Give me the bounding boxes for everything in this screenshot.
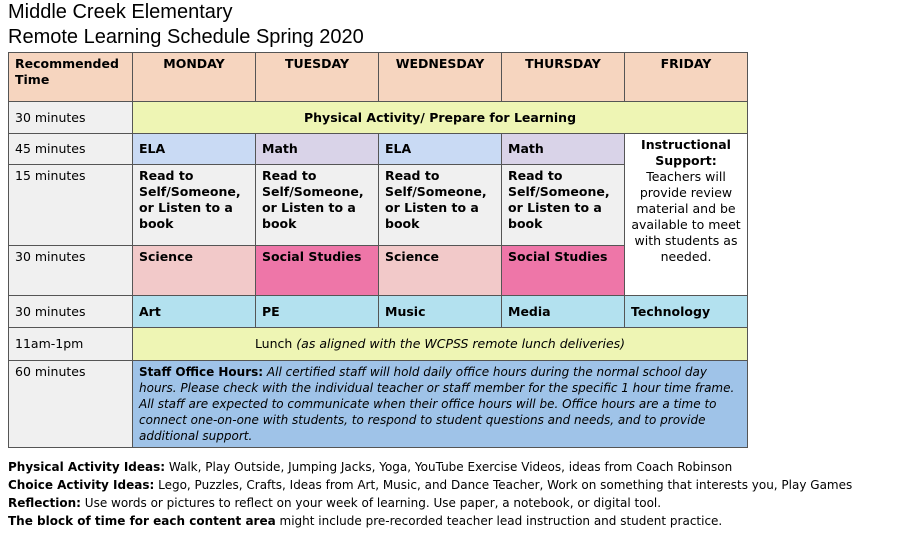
schedule-table bbox=[8, 52, 748, 448]
time-cell: 30 minutes bbox=[9, 296, 133, 328]
time-cell: 15 minutes bbox=[9, 165, 133, 246]
school-name: Middle Creek Elementary bbox=[8, 1, 233, 23]
header-friday: FRIDAY bbox=[625, 53, 748, 102]
lunch-note: (as aligned with the WCPSS remote lunch deliveries) bbox=[296, 336, 626, 351]
monday-ela: ELA bbox=[133, 134, 256, 165]
lunch-label: Lunch bbox=[254, 336, 297, 351]
table-row bbox=[9, 328, 748, 361]
time-cell: 30 minutes bbox=[9, 102, 133, 134]
wednesday-ela: ELA bbox=[379, 134, 502, 165]
office-hours-label: Staff Office Hours: bbox=[139, 365, 264, 379]
table-row bbox=[9, 134, 748, 165]
physical-activity-cell: Physical Activity/ Prepare for Learning bbox=[133, 102, 748, 134]
thursday-reading: Read to Self/Someone, or Listen to a book bbox=[502, 165, 625, 246]
note-text: might include pre-recorded teacher lead instruction and student practice. bbox=[275, 514, 723, 528]
note-content-area bbox=[8, 512, 896, 530]
note-label: Physical Activity Ideas: bbox=[8, 460, 166, 474]
friday-instructional-support bbox=[625, 134, 748, 296]
table-row bbox=[9, 102, 748, 134]
tuesday-social-studies: Social Studies bbox=[256, 246, 379, 296]
wednesday-science: Science bbox=[379, 246, 502, 296]
instructional-support-title: Instructional Support: bbox=[641, 137, 731, 168]
schedule-title: Remote Learning Schedule Spring 2020 bbox=[8, 26, 364, 48]
note-physical-activity bbox=[8, 458, 896, 476]
thursday-social-studies: Social Studies bbox=[502, 246, 625, 296]
header-wednesday: WEDNESDAY bbox=[379, 53, 502, 102]
monday-special: Art bbox=[133, 296, 256, 328]
header-thursday: THURSDAY bbox=[502, 53, 625, 102]
office-hours-cell bbox=[133, 361, 748, 448]
note-text: Lego, Puzzles, Crafts, Ideas from Art, Music, and Dance Teacher, Work on something that interests you, Play Games bbox=[154, 478, 853, 492]
thursday-math: Math bbox=[502, 134, 625, 165]
tuesday-special: PE bbox=[256, 296, 379, 328]
time-cell: 45 minutes bbox=[9, 134, 133, 165]
friday-special: Technology bbox=[625, 296, 748, 328]
note-text: Use words or pictures to reflect on your week of learning. Use paper, a notebook, or digital tool. bbox=[80, 496, 662, 510]
note-reflection bbox=[8, 494, 896, 512]
office-hours-text: All certified staff will hold daily office hours during the normal school day hours. Please check with the individual teacher or staff member for the specific 1 hour time frame. All staff are expected to communicate when their office hours will be. Office hours are a time to connect one-on-one with students, to respond to student questions and needs, and to provide additional support. bbox=[139, 365, 735, 443]
tuesday-math: Math bbox=[256, 134, 379, 165]
table-row bbox=[9, 296, 748, 328]
note-label: Reflection: bbox=[8, 496, 81, 510]
header-time: Recommended Time bbox=[9, 53, 133, 102]
note-label: The block of time for each content area bbox=[8, 514, 276, 528]
note-text: Walk, Play Outside, Jumping Jacks, Yoga, YouTube Exercise Videos, ideas from Coach Robinson bbox=[165, 460, 733, 474]
note-choice-activity bbox=[8, 476, 896, 494]
wednesday-special: Music bbox=[379, 296, 502, 328]
table-row bbox=[9, 361, 748, 448]
time-cell: 60 minutes bbox=[9, 361, 133, 448]
header-tuesday: TUESDAY bbox=[256, 53, 379, 102]
header-monday: MONDAY bbox=[133, 53, 256, 102]
thursday-special: Media bbox=[502, 296, 625, 328]
instructional-support-text: Teachers will provide review material and be available to meet with students as needed. bbox=[631, 169, 741, 264]
monday-science: Science bbox=[133, 246, 256, 296]
monday-reading: Read to Self/Someone, or Listen to a book bbox=[133, 165, 256, 246]
time-cell: 30 minutes bbox=[9, 246, 133, 296]
wednesday-reading: Read to Self/Someone, or Listen to a book bbox=[379, 165, 502, 246]
lunch-cell bbox=[133, 328, 748, 361]
time-cell: 11am-1pm bbox=[9, 328, 133, 361]
header-row bbox=[9, 53, 748, 102]
notes-section bbox=[8, 458, 896, 530]
note-label: Choice Activity Ideas: bbox=[8, 478, 155, 492]
tuesday-reading: Read to Self/Someone, or Listen to a book bbox=[256, 165, 379, 246]
